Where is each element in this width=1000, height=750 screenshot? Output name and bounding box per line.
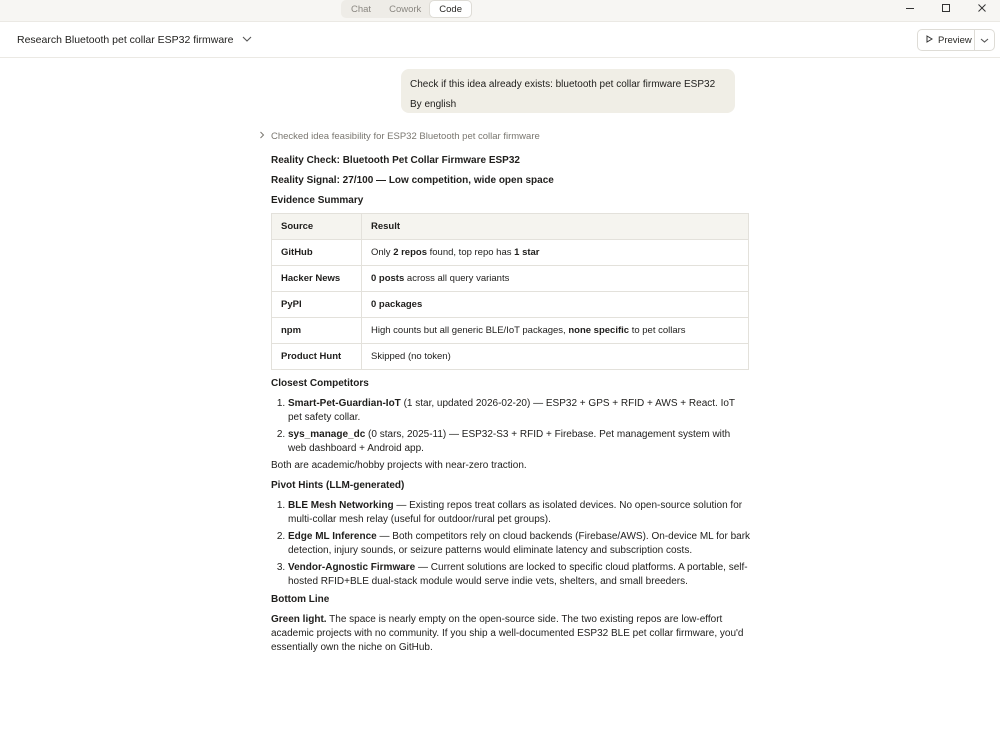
list-item: 3. Vendor-Agnostic Firmware — Current solutions are locked to specific cloud platforms. A portable, self-hosted RFID+BLE dual-stack module would serve indie vets, shelters, and small breeders. bbox=[288, 561, 751, 589]
table-header-row bbox=[272, 214, 749, 240]
bottom-line-text: Green light. The space is nearly empty on the open-source side. The two existing repos are low-effort academic projects with no community. If you ship a well-documented ESP32 BLE pet collar firmware, you'd essentially own the niche on GitHub. bbox=[271, 614, 744, 653]
table-row bbox=[272, 266, 749, 292]
table-row bbox=[272, 318, 749, 344]
table-row bbox=[272, 240, 749, 266]
chevron-down-icon bbox=[980, 37, 989, 44]
pivot-heading: Pivot Hints (LLM-generated) bbox=[271, 480, 405, 491]
result-cell: 0 packages bbox=[362, 292, 749, 318]
source-cell: Product Hunt bbox=[272, 344, 362, 370]
top-bar bbox=[0, 0, 1000, 22]
preview-dropdown-button[interactable] bbox=[975, 30, 994, 50]
column-header-source: Source bbox=[272, 214, 362, 240]
result-cell: Skipped (no token) bbox=[362, 344, 749, 370]
list-item: 2. Edge ML Inference — Both competitors rely on cloud backends (Firebase/AWS). On-device ML for bark detection, injury sounds, or seizure patterns would eliminate latency and subscription costs. bbox=[288, 530, 751, 558]
list-item: 1. BLE Mesh Networking — Existing repos treat collars as isolated devices. No open-source solution for multi-collar mesh relay (useful for outdoor/rural pet groups). bbox=[288, 499, 751, 527]
tab-chat[interactable]: Chat bbox=[351, 4, 372, 15]
source-cell: GitHub bbox=[272, 240, 362, 266]
thought-summary-text: Checked idea feasibility for ESP32 Bluetooth pet collar firmware bbox=[271, 131, 540, 142]
competitors-note: Both are academic/hobby projects with near-zero traction. bbox=[271, 460, 527, 471]
thought-summary-toggle[interactable] bbox=[259, 131, 540, 142]
preview-button-group bbox=[917, 29, 995, 51]
result-cell: High counts but all generic BLE/IoT packages, none specific to pet collars bbox=[362, 318, 749, 344]
response-title: Reality Check: Bluetooth Pet Collar Firmware ESP32 bbox=[271, 155, 520, 166]
conversation-title: Research Bluetooth pet collar ESP32 firmware bbox=[17, 34, 234, 46]
competitors-list bbox=[288, 397, 751, 456]
maximize-icon[interactable] bbox=[928, 0, 964, 16]
chevron-right-icon bbox=[259, 131, 265, 142]
source-cell: Hacker News bbox=[272, 266, 362, 292]
user-message-line: By english bbox=[410, 99, 457, 110]
assistant-response bbox=[271, 153, 751, 655]
list-item: 1. Smart-Pet-Guardian-IoT (1 star, updated 2026-02-20) — ESP32 + GPS + RFID + AWS + React. IoT pet safety collar. bbox=[288, 397, 751, 425]
table-row bbox=[272, 344, 749, 370]
pivot-list bbox=[288, 499, 751, 589]
source-cell: npm bbox=[272, 318, 362, 344]
conversation-title-menu[interactable] bbox=[17, 34, 252, 46]
play-icon bbox=[926, 35, 933, 46]
table-row bbox=[272, 292, 749, 318]
list-item: 2. sys_manage_dc (0 stars, 2025-11) — ESP32-S3 + RFID + Firebase. Pet management system with web dashboard + Android app. bbox=[288, 428, 751, 456]
mode-switcher bbox=[341, 0, 472, 18]
user-message-line: Check if this idea already exists: bluetooth pet collar firmware ESP32 bbox=[410, 79, 716, 90]
competitors-heading: Closest Competitors bbox=[271, 378, 369, 389]
column-header-result: Result bbox=[362, 214, 749, 240]
result-cell: Only 2 repos found, top repo has 1 star bbox=[362, 240, 749, 266]
conversation-header bbox=[0, 23, 1000, 58]
close-icon[interactable] bbox=[964, 0, 1000, 16]
result-cell: 0 posts across all query variants bbox=[362, 266, 749, 292]
window-controls bbox=[892, 0, 1000, 16]
tab-code[interactable]: Code bbox=[430, 1, 471, 17]
reality-signal: Reality Signal: 27/100 — Low competition, wide open space bbox=[271, 175, 554, 186]
chevron-down-icon bbox=[242, 34, 252, 46]
evidence-heading: Evidence Summary bbox=[271, 195, 364, 206]
preview-button[interactable] bbox=[918, 30, 975, 50]
bottom-line-heading: Bottom Line bbox=[271, 594, 330, 605]
minimize-icon[interactable] bbox=[892, 0, 928, 16]
tab-cowork[interactable]: Cowork bbox=[389, 4, 422, 15]
source-cell: PyPI bbox=[272, 292, 362, 318]
user-message bbox=[401, 69, 735, 113]
evidence-table bbox=[271, 213, 749, 370]
preview-label: Preview bbox=[938, 34, 972, 46]
